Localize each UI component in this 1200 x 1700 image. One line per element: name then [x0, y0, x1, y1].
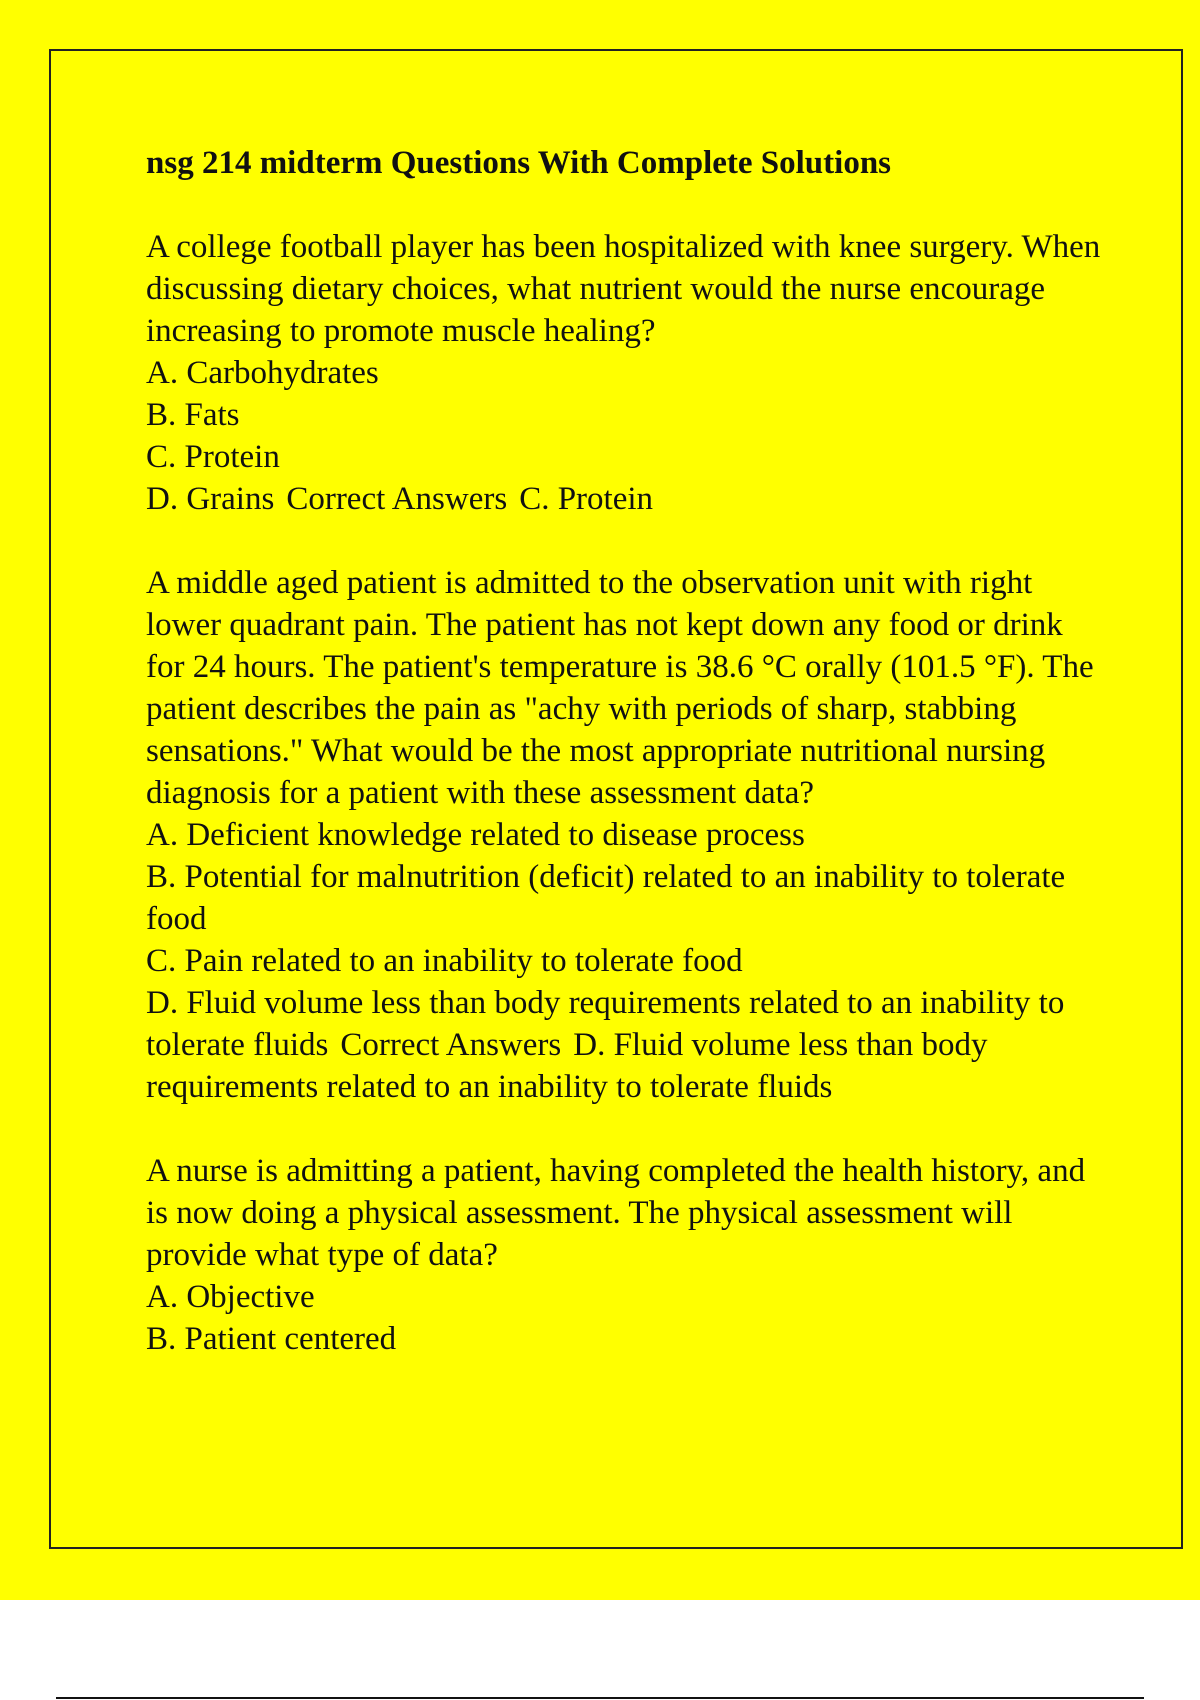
answer-option-c: C. Pain related to an inability to tolerate food: [146, 943, 743, 979]
answer-option-c: C. Protein: [146, 439, 280, 475]
correct-answer: D. Fluid volume less than body requirements related to an inability to tolerate fluids: [146, 1027, 988, 1105]
answer-option-d-with-solution: [146, 478, 1106, 520]
answer-option-d: D. Fluid volume less than body requirements related to an inability to tolerate fluids: [146, 985, 1065, 1063]
question-2: [146, 562, 1106, 1108]
correct-answers-label: Correct Answers: [286, 481, 508, 517]
answer-option-d-with-solution: [146, 982, 1106, 1108]
question-text: A nurse is admitting a patient, having completed the health history, and is now doing a physical assessment. The physical assessment will provide what type of data?: [146, 1153, 1086, 1273]
answer-option-b: B. Fats: [146, 397, 240, 433]
answer-option-d: D. Grains: [146, 481, 275, 517]
document-title: nsg 214 midterm Questions With Complete Solutions: [146, 145, 892, 181]
answer-option-a: A. Deficient knowledge related to disease process: [146, 817, 805, 853]
answer-option-b: B. Patient centered: [146, 1321, 397, 1357]
answer-option-a: A. Carbohydrates: [146, 355, 379, 391]
answer-option-a: A. Objective: [146, 1279, 315, 1315]
correct-answers-label: Correct Answers: [340, 1027, 562, 1063]
document-body: [146, 142, 1106, 1402]
question-text: A college football player has been hospitalized with knee surgery. When discussing dietary choices, what nutrient would the nurse encourage increasing to promote muscle healing?: [146, 229, 1101, 349]
answer-option-b: B. Potential for malnutrition (deficit) related to an inability to tolerate food: [146, 859, 1066, 937]
footer-divider: [56, 1697, 1144, 1699]
question-3: [146, 1150, 1106, 1360]
correct-answer: C. Protein: [519, 481, 654, 517]
question-text: A middle aged patient is admitted to the observation unit with right lower quadrant pain. The patient has not kept down any food or drink for 24 hours. The patient's temperature is 38.6 °C orally (101.5 °F). The patient describes the pain as "achy with periods of sharp, stabbing sensations." What would be the most appropriate nutritional nursing diagnosis for a patient with these assessment data?: [146, 565, 1094, 811]
question-1: [146, 226, 1106, 520]
